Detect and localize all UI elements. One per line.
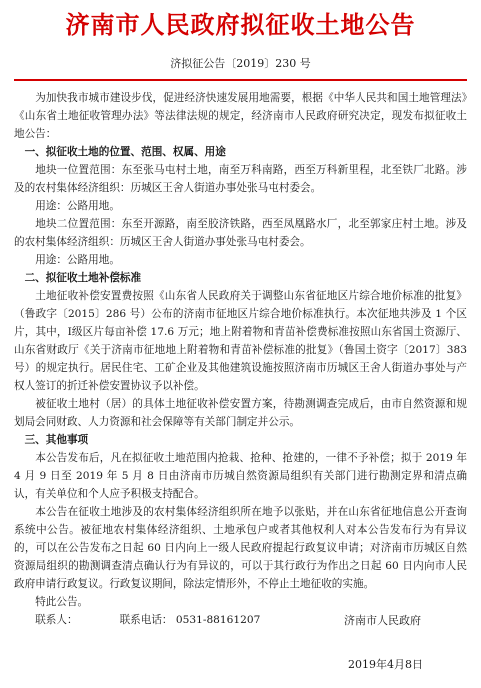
section-heading-1: 一、拟征收土地的位置、范围、权属、用途 [24, 146, 226, 158]
section-heading-2: 二、拟征收土地补偿标准 [24, 272, 142, 284]
compensation-paragraph: 土地征收补偿安置费按照《山东省人民政府关于调整山东省征地区片综合地价标准的批复》（鲁政字〔2015〕286 号）公布的济南市征地区片综合地价标准执行。本次征地共涉及 1 个区片，其中，Ⅰ级区片每亩补偿 17.6 万元；地上附着物和青苗补偿费标准按照山东省国土资源厅、山东省财政厅《关于济南市征地地上附着物和青苗补偿标准的批复》（鲁国土资字〔2017〕383 号）的规定执行。居民住宅、工矿企业及其他建筑设施按照济南市历城区王舍人街道办事处与产权人签订的折迁补偿安置协议予以补偿。 [14, 290, 467, 392]
notice-body [14, 89, 467, 629]
issue-date: 2019年4月8日 [348, 658, 423, 671]
section-heading-3: 三、其他事项 [24, 434, 89, 446]
intro-paragraph: 为加快我市城市建设步伐，促进经济快速发展用地需要，根据《中华人民共和国土地管理法》《山东省土地征收管理办法》等法律法规的规定，经济南市人民政府研究决定，现发布拟征收土地公告： [14, 92, 467, 140]
red-divider [14, 79, 467, 81]
resettlement-paragraph: 被征收土地村（居）的具体土地征收补偿安置方案，待勘测调查完成后，由市自然资源和规划局会同财政、人力资源和社会保障等有关部门制定并公示。 [14, 398, 467, 428]
notice-title: 济南市人民政府拟征收土地公告 [65, 11, 416, 39]
contact-person: 联系人： [35, 614, 78, 626]
parcel-1-use: 用途：公路用地。 [35, 200, 120, 212]
issuer-signature: 济南市人民政府 [344, 614, 421, 627]
other-matters-paragraph-2: 本公告在征收土地涉及的农村集体经济组织所在地予以张贴，并在山东省征地信息公开查询系统中公告。被征地农村集体经济组织、土地承包户或者其他权利人对本公告发布行为有异议的，可以在公告发布之日起 60 日内向上一级人民政府提起行政复议申请；对济南市历城区自然资源局组织的勘测调查清点确认行为有异议的，可以于其行政行为作出之日起 60 日内向市人民政府申请行政复议。行政复议期间，除法定情形外，不停止土地征收的实施。 [14, 506, 467, 590]
parcel-2-use: 用途：公路用地。 [35, 254, 120, 266]
document-number: 济拟征公告〔2019〕230 号 [170, 57, 311, 70]
contact-phone: 联系电话： 0531-88161207 [119, 614, 261, 626]
other-matters-paragraph-1: 本公告发布后，凡在拟征收土地范围内抢栽、抢种、抢建的，一律不予补偿；拟于 2019 年 4 月 9 日至 2019 年 5 月 8 日由济南市历城自然资源局组织有关部门进行勘测定界和清点确认，有关单位和个人应予积极支持配合。 [14, 452, 467, 500]
parcel-1-paragraph: 地块一位置范围：东至张马屯村土地，南至万科南路，西至万科新里程，北至铁厂北路。涉及的农村集体经济组织：历城区王舍人街道办事处张马屯村委会。 [14, 164, 467, 194]
parcel-2-paragraph: 地块二位置范围：东至开源路，南至胶济铁路，西至凤凰路水厂，北至郭家庄村土地。涉及的农村集体经济组织：历城区王舍人街道办事处张马屯村委会。 [14, 218, 467, 248]
closing-line: 特此公告。 [35, 596, 89, 608]
